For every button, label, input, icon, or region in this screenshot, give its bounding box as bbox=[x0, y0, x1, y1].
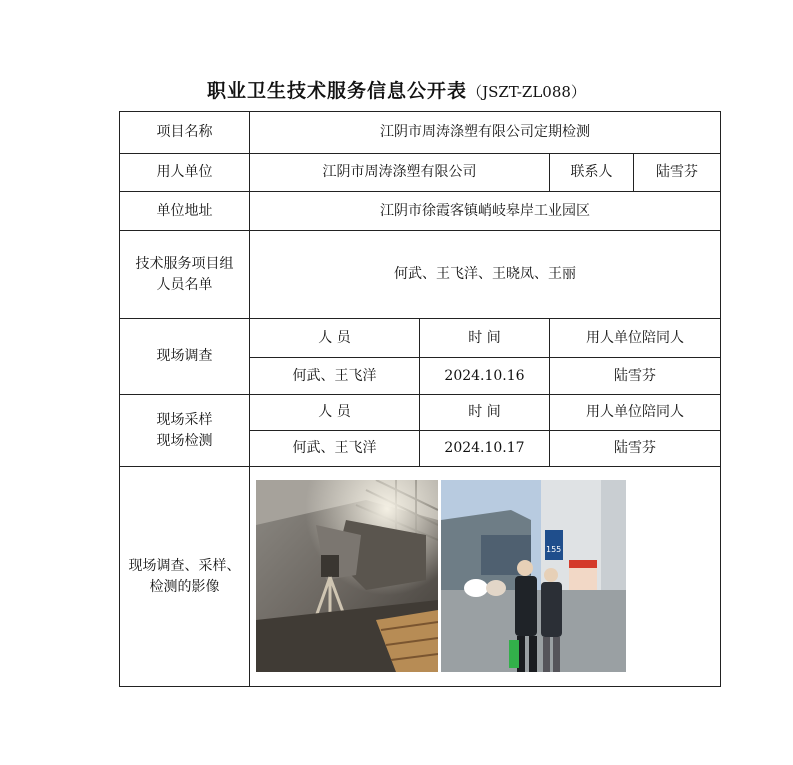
label-sampling-line2: 现场检测 bbox=[156, 432, 213, 449]
row-address bbox=[120, 192, 721, 231]
label-survey: 现场调查 bbox=[120, 319, 250, 395]
title-text: 职业卫生技术服务信息公开表 bbox=[207, 80, 468, 102]
value-project-name: 江阴市周涛涤塑有限公司定期检测 bbox=[250, 112, 721, 154]
row-survey-header bbox=[120, 319, 721, 358]
row-project-name bbox=[120, 112, 721, 154]
photo-area bbox=[250, 467, 720, 686]
header-companion: 用人单位陪同人 bbox=[550, 395, 721, 431]
header-time: 时 间 bbox=[420, 395, 550, 431]
site-photo-workshop bbox=[256, 480, 438, 672]
label-team-line1: 技术服务项目组 bbox=[135, 255, 234, 272]
page-title bbox=[0, 76, 793, 103]
value-employer: 江阴市周涛涤塑有限公司 bbox=[250, 154, 550, 192]
row-team bbox=[120, 231, 721, 319]
label-address: 单位地址 bbox=[120, 192, 250, 231]
label-contact: 联系人 bbox=[550, 154, 634, 192]
label-images-line2: 检测的影像 bbox=[149, 578, 220, 595]
label-team bbox=[120, 231, 250, 319]
header-companion: 用人单位陪同人 bbox=[550, 319, 721, 358]
sampling-date: 2024.10.17 bbox=[420, 431, 550, 467]
form-code: （JSZT-ZL088） bbox=[467, 83, 586, 101]
sampling-companion: 陆雪芬 bbox=[550, 431, 721, 467]
row-images bbox=[120, 467, 721, 687]
survey-date: 2024.10.16 bbox=[420, 358, 550, 395]
value-team: 何武、王飞洋、王晓凤、王丽 bbox=[250, 231, 721, 319]
header-personnel: 人 员 bbox=[250, 395, 420, 431]
house-number: 155 bbox=[546, 545, 562, 554]
sampling-personnel: 何武、王飞洋 bbox=[250, 431, 420, 467]
row-employer bbox=[120, 154, 721, 192]
label-employer: 用人单位 bbox=[120, 154, 250, 192]
value-address: 江阴市徐霞客镇峭岐皋岸工业园区 bbox=[250, 192, 721, 231]
label-images bbox=[120, 467, 250, 687]
row-sampling-header bbox=[120, 395, 721, 431]
header-personnel: 人 员 bbox=[250, 319, 420, 358]
label-images-line1: 现场调查、采样、 bbox=[128, 557, 241, 574]
label-sampling bbox=[120, 395, 250, 467]
survey-personnel: 何武、王飞洋 bbox=[250, 358, 420, 395]
label-sampling-line1: 现场采样 bbox=[156, 411, 213, 428]
site-photo-entrance bbox=[441, 480, 626, 672]
images-cell bbox=[250, 467, 721, 687]
survey-companion: 陆雪芬 bbox=[550, 358, 721, 395]
header-time: 时 间 bbox=[420, 319, 550, 358]
label-project-name: 项目名称 bbox=[120, 112, 250, 154]
label-team-line2: 人员名单 bbox=[156, 276, 213, 293]
info-table bbox=[119, 111, 721, 687]
value-contact: 陆雪芬 bbox=[634, 154, 721, 192]
